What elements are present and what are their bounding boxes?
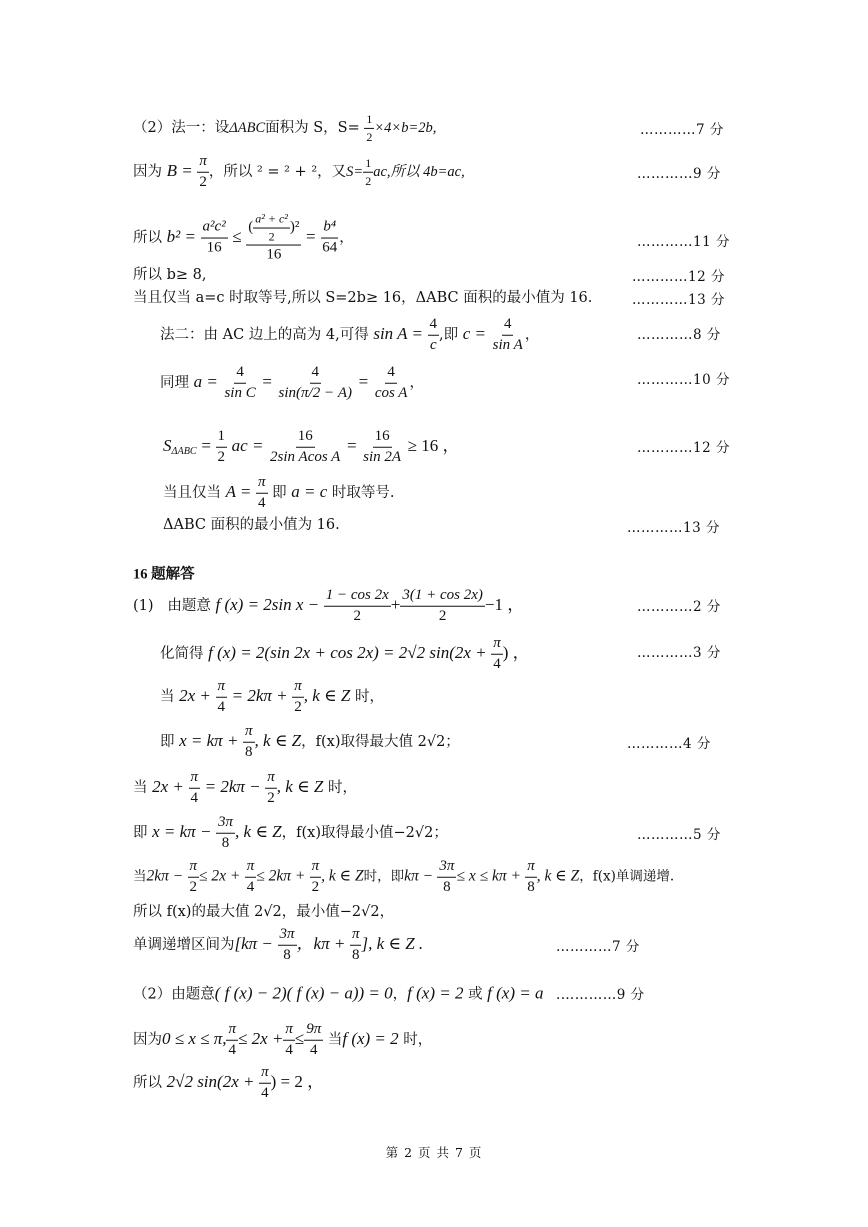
fraction: $\frac{\pi}{4}$ [261, 1063, 269, 1101]
text: ac,所以 4b=ac, [373, 164, 465, 180]
math: ], k ∈ Z . [361, 934, 424, 953]
text: ， [524, 327, 540, 343]
text: 时，即 [363, 868, 405, 885]
score-mark: …………3 分 [637, 645, 721, 661]
math: ≤ 2x + [238, 1029, 284, 1048]
math: f (x) = 2(sin 2x + cos 2x) = 2√2 sin(2x + [208, 643, 487, 662]
text: 或 [468, 986, 483, 1003]
math: = 2kπ − [204, 777, 261, 796]
text: ， [339, 230, 354, 246]
math: A = [225, 482, 252, 501]
text: 时， [354, 689, 384, 705]
score-mark: …………11 分 [637, 234, 730, 250]
fraction: $\frac{\text{b⁴}}{64}$ [322, 218, 338, 256]
row-13 [160, 679, 384, 716]
math: ≤ 2kπ + [256, 867, 306, 885]
score-mark: …………12 分 [637, 440, 730, 456]
text: ，f(x)单调递增. [579, 868, 675, 885]
fraction: $\frac{\pi}{4}$ [493, 634, 501, 672]
score-mark: …………5 分 [637, 827, 721, 843]
row-3 [133, 213, 354, 264]
text: （2）由题意 [133, 986, 215, 1003]
fraction: $\frac{1}{2}$ [217, 427, 226, 465]
text: 因为 [133, 1032, 162, 1048]
page-footer: 第 2 页 共 7 页 [385, 1145, 483, 1160]
fraction: $\frac{16}{\sin 2A}$ [363, 427, 402, 465]
score-mark: .…………9 分 [556, 987, 645, 1003]
fraction: $\frac{\pi}{2}$ [311, 857, 320, 895]
math: B = [166, 161, 193, 180]
text: 当 [133, 868, 147, 885]
text: 单调递增区间为 [133, 937, 235, 953]
text: 当且仅当 [163, 485, 221, 501]
math: 0 ≤ x ≤ π, [162, 1029, 227, 1048]
score-mark: …………10 分 [637, 372, 730, 388]
triangle-label: ΔABC [229, 120, 266, 136]
text: （2）法一：设 [133, 120, 230, 136]
math: a = [193, 372, 218, 391]
fraction: $\frac{4}{\sin(\pi/2 - A)}$ [278, 363, 352, 401]
row-10: ΔABC 面积的最小值为 16. [163, 516, 340, 533]
row-21 [133, 1022, 432, 1059]
math: a = c [291, 482, 328, 501]
fraction: $\frac{3\pi}{8}$ [279, 925, 295, 963]
math: , k ∈ Z [254, 731, 302, 750]
text: 即 [160, 734, 175, 750]
math: , k ∈ Z [321, 867, 364, 885]
fraction: $\frac{\pi}{2}$ [294, 677, 302, 715]
math: , k ∈ Z [235, 822, 282, 841]
fraction: $\frac{3\pi}{8}$ [218, 813, 234, 851]
text: 同理 [160, 375, 189, 391]
math: , k ∈ Z [276, 777, 324, 796]
text: ,即 [439, 327, 459, 343]
fraction: $\frac{3\pi}{8}$ [439, 857, 455, 895]
text: 由题意 [167, 598, 211, 614]
fraction: $\frac{9\pi}{4}$ [306, 1020, 322, 1058]
fraction: $\frac{\pi}{4}$ [285, 1020, 293, 1058]
text: 即 [133, 825, 148, 841]
text: 即 [272, 485, 287, 501]
row-5: 当且仅当 a=c 时取等号,所以 S=2b≥ 16，ΔABC 面积的最小值为 16. [133, 289, 593, 306]
math: = [306, 227, 316, 246]
fraction: $\frac{3(1 + \cos 2x)}{2}$ [402, 586, 483, 624]
score-mark: …………7 分 [556, 939, 640, 955]
math: ≥ 16 ， [407, 436, 460, 455]
text: ，f(x)取得最大值 2√2； [301, 734, 460, 750]
math: f (x) = 2sin x − [215, 595, 320, 614]
math: ≤ [232, 227, 242, 246]
fraction: $\frac{1}{2}$ [366, 111, 373, 144]
math: ) ， [502, 643, 530, 662]
math: = [262, 372, 272, 391]
row-22 [133, 1065, 324, 1102]
math: ，kπ + [296, 934, 346, 953]
fraction: $\frac{4}{\text{cos A}}$ [374, 363, 408, 401]
text: ， [409, 375, 424, 391]
math: x = kπ − [152, 822, 212, 841]
row-18: 所以 f(x)的最大值 2√2，最小值−2√2， [133, 903, 395, 920]
text: 当 [133, 780, 148, 796]
math: f (x) = a [487, 983, 544, 1003]
row-9 [163, 475, 395, 512]
section-heading: 16 题解答 [133, 566, 195, 583]
row-15 [133, 770, 357, 807]
text: 所以 [133, 230, 162, 246]
row-6 [160, 317, 539, 354]
fraction: $\frac{4}{c}$ [429, 315, 438, 353]
math: x = kπ + [179, 731, 239, 750]
row-20 [133, 984, 543, 1002]
fraction: $\frac{1 - \cos 2x}{2}$ [325, 586, 389, 624]
math: ≤ x ≤ kπ + [456, 867, 521, 885]
text: 法二：由 AC 边上的高为 4,可得 [160, 327, 369, 343]
math: = [358, 372, 369, 391]
row-8 [163, 429, 460, 466]
fraction: ( $\frac{\text{a² + c²}}{2}$ )² 16 [248, 211, 300, 263]
row-7 [160, 365, 424, 402]
fraction: $\frac{\pi}{2}$ [199, 152, 207, 190]
math: −1 ， [484, 595, 525, 614]
row-17 [133, 859, 674, 896]
score-mark: …………13 分 [632, 292, 725, 308]
math: , k ∈ Z [536, 867, 580, 885]
fraction: $\frac{4}{\text{sin C}}$ [224, 363, 256, 401]
text: ，所以 ² = ² + ²，又 [208, 164, 347, 180]
math: 2√2 sin(2x + [166, 1072, 255, 1091]
row-19 [133, 927, 423, 964]
text: 面积为 S，S= [265, 120, 360, 136]
fraction: $\frac{4}{\text{sin A}}$ [492, 315, 523, 353]
text: ×4×b=2b, [374, 120, 437, 136]
fraction: $\frac{\pi}{8}$ [527, 857, 535, 895]
score-mark: …………13 分 [627, 520, 720, 536]
math: ≤ 2x + [199, 867, 241, 885]
fraction: $\frac{\pi}{8}$ [351, 925, 360, 963]
math: b² = [166, 227, 196, 246]
math: ) = 2 ， [270, 1072, 325, 1091]
fraction: $\frac{\pi}{4}$ [258, 473, 266, 511]
text: ，f(x)取得最小值−2√2； [281, 825, 448, 841]
math: + [390, 595, 401, 614]
text: 时取等号. [331, 485, 395, 501]
math: f (x) = 2 [407, 983, 464, 1003]
row-4: 所以 b≥ 8, [133, 266, 207, 283]
score-mark: …………4 分 [627, 736, 711, 752]
score-mark: …………2 分 [637, 599, 721, 615]
fraction: $\frac{\text{a²c²}}{16}$ [202, 218, 226, 256]
math: [kπ − [234, 934, 273, 953]
text: 当 [327, 1032, 343, 1048]
row-16 [133, 815, 448, 852]
math: sin A = [373, 324, 423, 343]
fraction: $\frac{\pi}{4}$ [217, 677, 226, 715]
score-mark: …………8 分 [637, 327, 721, 343]
score-mark: …………12 分 [632, 269, 725, 285]
text: 所以 [133, 1075, 162, 1091]
item-number: (1) [133, 598, 154, 614]
math: = [346, 436, 357, 455]
fraction: $\frac{16}{\text{2sin Acos A}}$ [270, 427, 341, 465]
text: 化简得 [160, 646, 204, 662]
row-11 [133, 588, 524, 625]
text: 当 [160, 689, 175, 705]
fraction: $\frac{\pi}{4}$ [246, 857, 255, 895]
math: ( f (x) − 2)( f (x) − a)) = 0 [214, 983, 393, 1003]
fraction: $\frac{\pi}{8}$ [245, 722, 253, 760]
fraction: $\frac{1}{2}$ [365, 155, 372, 188]
row-12 [160, 636, 530, 673]
math: 2x + [179, 686, 211, 705]
text: 时， [327, 780, 357, 796]
math: 2kπ − [146, 867, 184, 885]
math: f (x) = 2 [342, 1029, 399, 1048]
score-mark: …………9 分 [637, 166, 721, 182]
fraction: $\frac{\pi}{2}$ [267, 768, 275, 806]
text: 时， [403, 1032, 433, 1048]
math: , k ∈ Z [303, 686, 351, 705]
text: S= [346, 164, 364, 180]
math: = 2kπ + [231, 686, 288, 705]
row-14 [160, 724, 460, 761]
math: c = [462, 324, 487, 343]
fraction: $\frac{\pi}{4}$ [190, 768, 199, 806]
math: = [201, 436, 211, 455]
score-mark: …………7 分 [640, 122, 724, 138]
text: ， [392, 986, 408, 1003]
math: ≤ [294, 1029, 305, 1048]
math: $S_{\Delta ABC}$ [163, 436, 197, 458]
row-1 [133, 113, 436, 143]
text: 因为 [133, 164, 162, 180]
math: kπ − [404, 867, 434, 885]
math: ac = [231, 436, 264, 455]
fraction: $\frac{\pi}{4}$ [228, 1020, 236, 1058]
fraction: $\frac{\pi}{2}$ [189, 857, 198, 895]
row-2 [133, 154, 465, 191]
math: 2x + [152, 777, 184, 796]
